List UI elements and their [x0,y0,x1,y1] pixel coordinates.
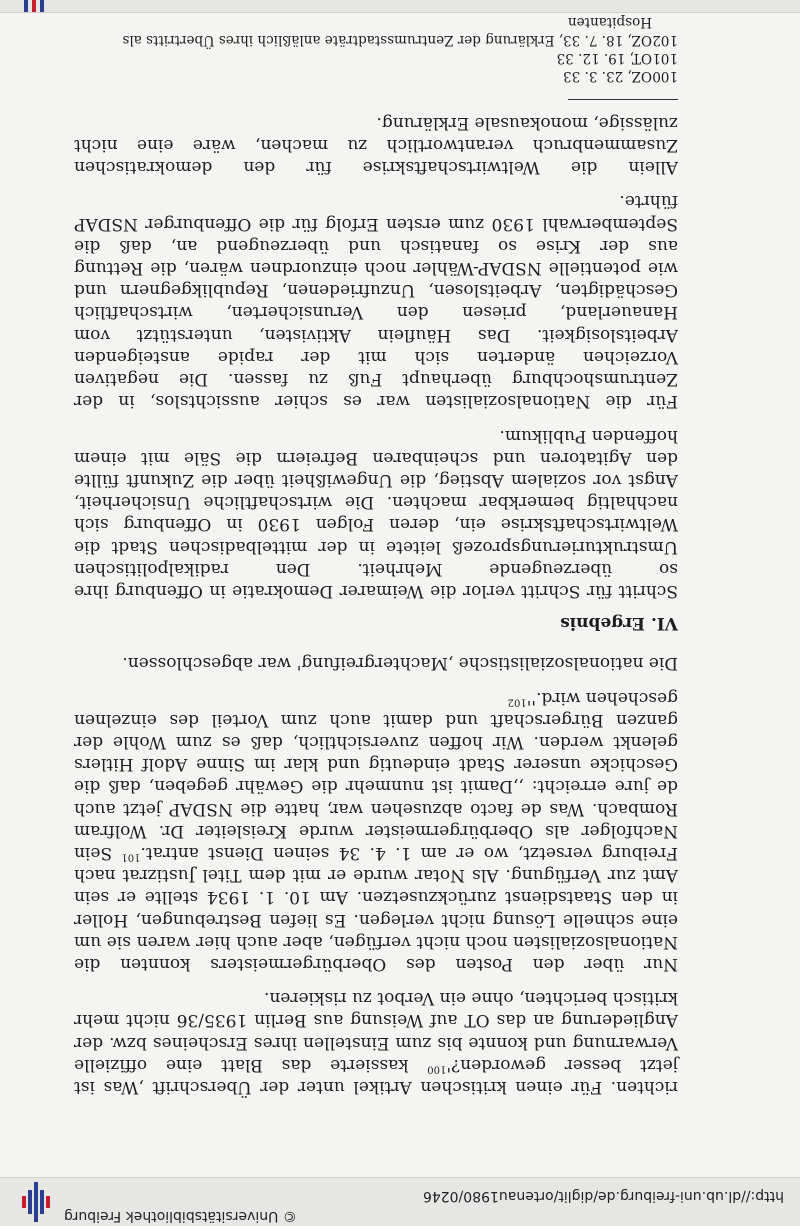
paragraph: Die nationalsozialistische ,Machtergreifung' war abgeschlossen. [122,653,678,674]
header-bar [0,1177,800,1226]
footnote: 100 OZ, 23. 3. 33 [563,67,678,84]
source-url[interactable]: http://dl.ub.uni-freiburg.de/diglit/ortenau1980/0246 [422,1188,784,1204]
section-heading: VI. Ergebnis [560,613,678,634]
footnote: 101 OT, 19. 12. 33 [556,49,678,66]
library-logo-icon [18,1182,54,1222]
paragraph: Für die Nationalsozialisten war es schier aussichtslos, in der Zentrumshochburg überhaupt Fuß zu fassen. Die negativen Vorzeichen änderten sich mit der rapide ansteigenden Arbeitslosigkeit. Das Häuflein Aktivisten, unterstützt vom Hanauerland, priesen den Verunsicherten, wirtschaftlich Geschädigten, Arbeitslosen, Unzufriedenen, Republikgegnern und wie potentielle NSDAP-Wähler noch einzuordnen wären, die Rettung aus der Krise so fanatisch und überzeugend an, daß die Septemberwahl 1930 zum ersten Erfolg für die Offenburger NSDAP führte. [74,191,678,412]
paragraph: Allein die Weltwirtschaftskrise für den demokratischen Zusammenbruch verantwortlich zu machen, wäre eine nicht zulässige, monokausale Erklärung. [74,112,678,178]
library-mark-icon [20,0,50,12]
footnote-ref: 100 [427,1063,447,1075]
footnote-ref: 101 [121,851,141,863]
copyright-notice: © Universitätsbibliothek Freiburg [64,1208,297,1224]
footnote-divider [568,99,678,100]
paragraph: richten. Für einen kritischen Artikel unter der Überschrift ,Was ist jetzt besser $geworden?'^{100}$ kassierte das Blatt eine offizielle Verwarnung und konnte bis zum Einstellen ihres Erscheines bzw. der Angliederung an das OT auf Weisung aus Berlin 1935/36 nicht mehr kritisch berichten, ohne ein Verbot zu riskieren. [74,988,678,1097]
paragraph: Nur über den Posten des Oberbürgermeisters konnten die Nationalsozialisten noch nicht verfügen, aber auch hier waren sie um eine schnelle Lösung nicht verlegen. Es liefen Bestrebungen, Holler in den Staatsdienst zurückzusetzen. Am 10. 1. 1934 stellte er sein Amt zur Verfügung. Als Notar wurde er mit dem Titel Justizrat nach Freiburg versetzt, wo er am 1. 4. 34 seinen Dienst antrat.$^{101}$ Sein Nachfolger als Oberbürgermeister wurde Kreisleiter Dr. Wolfram Rombach. Was de facto abzusehen war, hatte die NSDAP jetzt auch de jure erreicht: ,,Damit ist nunmehr die Gewähr gegeben, daß die Geschicke unserer Stadt eindeutig und klar im Sinne Adolf Hitlers gelenkt werden. Wir hoffen zuversichtlich, daß es zum Wohle der ganzen Bürgerschaft und damit auch zum Vorteil des einzelnen geschehen $wird.''^{102}$ [74,687,678,974]
paragraph: Schritt für Schritt verlor die Weimarer Demokratie in Offenburg ihre so überzeugende Mehrheit. Den radikalpolitischen Umstrukturierungsprozeß leitete in der mittelbadischen Stadt die Weltwirtschaftskrise ein, deren Folgen 1930 in Offenburg sich nachhaltig bemerkbar machten. Die wirtschaftliche Unsicherheit, Angst vor sozialem Abstieg, die Ungewißheit über die Zukunft füllte den Agitatoren und scheinbaren Befreiern die Säle mit einem hoffenden Publikum. [74,425,678,601]
footnote-ref: 102 [507,696,527,708]
footnote: 102 OZ, 18. 7. 33, Erklärung der Zentrumsstadträte anläßlich ihres Übertritts als Hospitanten [122,13,678,48]
document-body [74,0,678,1098]
footer-bar [0,0,800,13]
